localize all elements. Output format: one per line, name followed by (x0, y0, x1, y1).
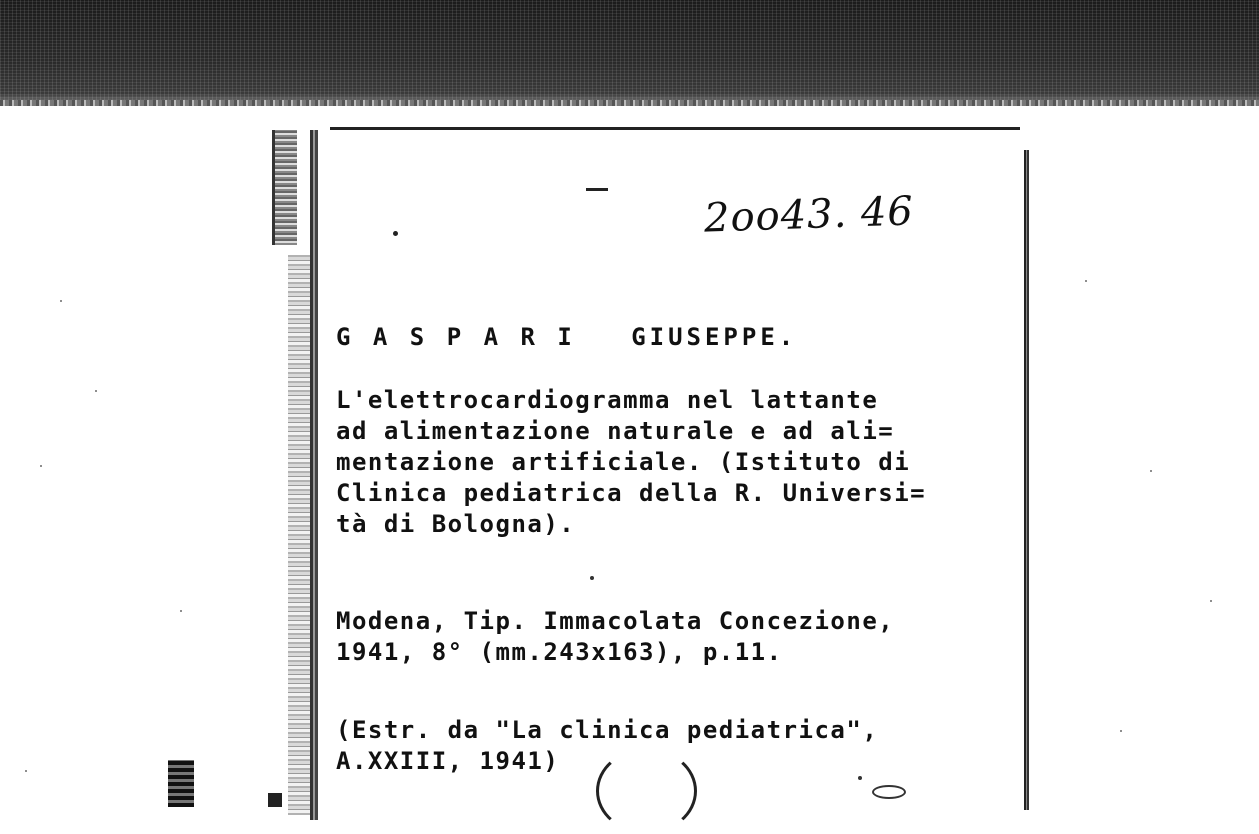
title-line: ad alimentazione naturale e ad ali= (336, 417, 895, 445)
note-line: A.XXIII, 1941) (336, 747, 560, 775)
left-edge-mark-small (268, 793, 282, 807)
speck (60, 300, 62, 302)
imprint-line: 1941, 8° (mm.243x163), p.11. (336, 638, 783, 666)
binding-strip-top (272, 130, 297, 245)
handwritten-shelf-number: 2oo43. 46 (703, 188, 915, 242)
left-edge-mark (168, 760, 194, 807)
title-line: tà di Bologna). (336, 510, 576, 538)
title-line: L'elettrocardiogramma nel lattante (336, 386, 879, 414)
pen-loop-mark (596, 748, 697, 834)
speck (1085, 280, 1087, 282)
card-dot-mark (393, 231, 398, 236)
title-line: Clinica pediatrica della R. Universi= (336, 479, 927, 507)
speck (95, 390, 97, 392)
card-left-border (310, 130, 318, 820)
title-line: mentazione artificiale. (Istituto di (336, 448, 911, 476)
imprint-line: Modena, Tip. Immacolata Concezione, (336, 607, 895, 635)
speck (25, 770, 27, 772)
scan-band-edge (0, 100, 1259, 106)
card-dash-mark (586, 188, 608, 191)
card-dot-mark (590, 576, 594, 580)
speck (40, 465, 42, 467)
scan-dark-band (0, 0, 1259, 104)
card-dot-mark (858, 776, 862, 780)
speck (1120, 730, 1122, 732)
speck (180, 610, 182, 612)
speck (1150, 470, 1152, 472)
note-line: (Estr. da "La clinica pediatrica", (336, 716, 879, 744)
small-oval-mark (872, 785, 906, 799)
author-name: G A S P A R I GIUSEPPE. (336, 323, 798, 351)
speck (1210, 600, 1212, 602)
